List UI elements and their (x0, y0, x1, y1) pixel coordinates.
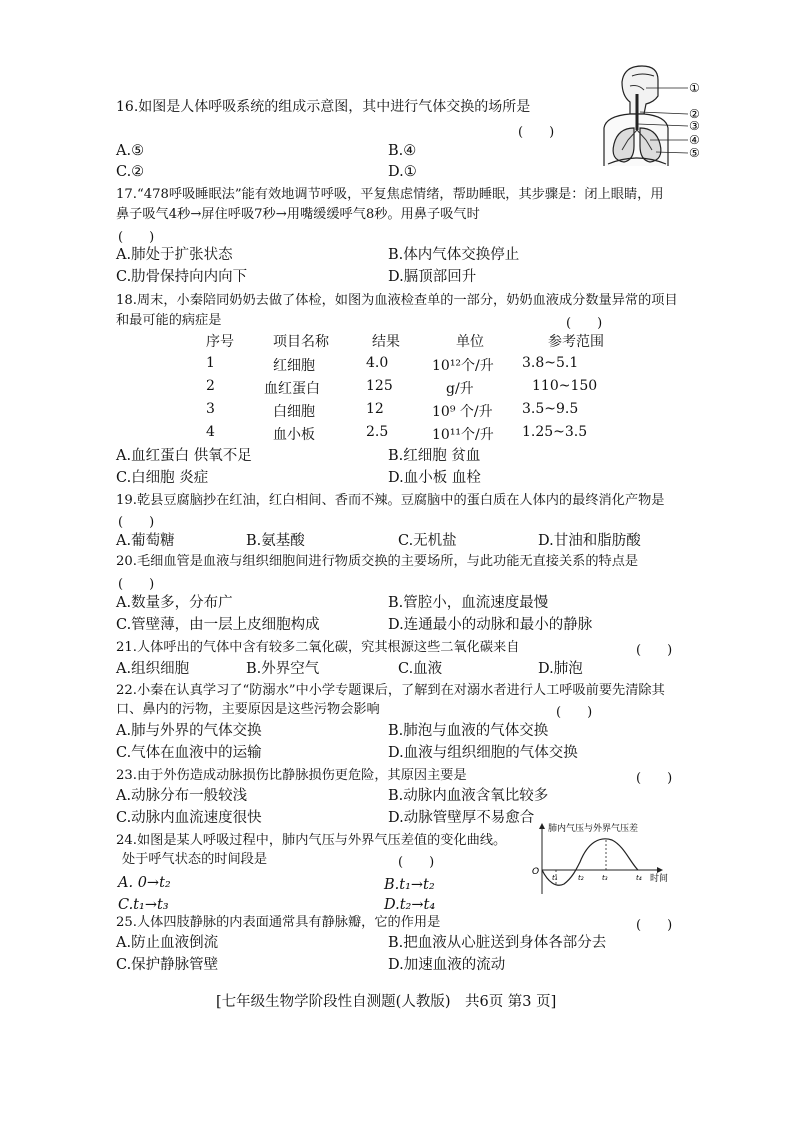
q16-stem: 16.如图是人体呼吸系统的组成示意图，其中进行气体交换的场所是 (116, 99, 531, 115)
q24-option-c[interactable]: C.t₁→t₃ (118, 897, 169, 913)
q22-stem-line2: 口、鼻内的污物，主要原因是这些污物会影响 (116, 702, 380, 717)
q19-stem: 19.乾县豆腐脑抄在红油，红白相间、香而不辣。豆腐脑中的蛋白质在人体内的最终消化产物是 (116, 493, 665, 508)
table-cell: g/升 (446, 381, 474, 397)
q21-paren: ( ) (636, 643, 673, 658)
q25-stem: 25.人体四肢静脉的内表面通常具有静脉瓣，它的作用是 (116, 915, 441, 930)
q19-option-d[interactable]: D.甘油和脂肪酸 (538, 533, 641, 549)
q24-option-d[interactable]: D.t₂→t₄ (384, 897, 436, 913)
table-header: 单位 (456, 334, 484, 350)
q19-option-a[interactable]: A.葡萄糖 (116, 533, 175, 549)
q25-option-a[interactable]: A.防止血液倒流 (116, 935, 219, 951)
q18-stem-line2: 和最可能的病症是 (116, 313, 222, 328)
q23-stem: 23.由于外伤造成动脉损伤比静脉损伤更危险，其原因主要是 (116, 768, 467, 783)
table-cell: 3.8~5.1 (522, 355, 579, 371)
q24-option-a[interactable]: A. 0→t₂ (118, 875, 171, 891)
q20-option-a[interactable]: A.数量多，分布广 (116, 595, 233, 611)
table-cell: 3.5~9.5 (522, 401, 579, 417)
q21-option-d[interactable]: D.肺泡 (538, 661, 583, 677)
q18-option-d[interactable]: D.血小板 血栓 (388, 470, 481, 486)
q17-option-d[interactable]: D.膈顶部回升 (388, 269, 477, 285)
q23-option-b[interactable]: B.动脉内血液含氧比较多 (388, 788, 549, 804)
table-cell: 血红蛋白 (264, 381, 320, 397)
q24-stem-line1: 24.如图是某人呼吸过程中，肺内气压与外界气压差值的变化曲线。 (116, 833, 507, 848)
q17-option-b[interactable]: B.体内气体交换停止 (388, 247, 520, 263)
q25-paren: ( ) (636, 918, 673, 933)
table-cell: 白细胞 (273, 404, 315, 420)
q16-option-b[interactable]: B.④ (388, 143, 417, 159)
q21-option-a[interactable]: A.组织细胞 (116, 661, 190, 677)
table-cell: 10¹¹个/升 (432, 427, 494, 443)
q19-option-c[interactable]: C.无机盐 (398, 533, 457, 549)
q19-paren: ( ) (118, 515, 155, 530)
table-cell: 2 (206, 378, 215, 394)
tick-t2: t₂ (578, 874, 584, 882)
q17-option-a[interactable]: A.肺处于扩张状态 (116, 247, 233, 263)
q20-option-b[interactable]: B.管腔小，血流速度最慢 (388, 595, 549, 611)
q18-option-a[interactable]: A.血红蛋白 供氧不足 (116, 448, 252, 464)
q20-option-d[interactable]: D.连通最小的动脉和最小的静脉 (388, 617, 593, 633)
tick-t1: t₁ (552, 874, 558, 882)
table-cell: 12 (366, 401, 384, 417)
q20-stem: 20.毛细血管是血液与组织细胞间进行物质交换的主要场所，与此功能无直接关系的特点是 (116, 554, 639, 569)
q16-option-a[interactable]: A.⑤ (116, 143, 145, 159)
q21-stem: 21.人体呼出的气体中含有较多二氧化碳，究其根源这些二氧化碳来自 (116, 640, 520, 655)
q22-stem-line1: 22.小秦在认真学习了“防溺水”中小学专题课后，了解到在对溺水者进行人工呼吸前要先清除其 (116, 683, 665, 698)
q25-option-b[interactable]: B.把血液从心脏送到身体各部分去 (388, 935, 607, 951)
q18-option-b[interactable]: B.红细胞 贫血 (388, 448, 481, 464)
respiratory-system-figure (600, 62, 710, 168)
q19-option-b[interactable]: B.氨基酸 (246, 533, 305, 549)
q23-option-d[interactable]: D.动脉管壁厚不易愈合 (388, 810, 535, 826)
q17-option-c[interactable]: C.肋骨保持向内向下 (116, 269, 248, 285)
fig-label-1: ① (689, 81, 700, 95)
q23-option-c[interactable]: C.动脉内血流速度很快 (116, 810, 262, 826)
q18-stem-line1: 18.周末，小秦陪同奶奶去做了体检，如图为血液检查单的一部分，奶奶血液成分数量异常的项目 (116, 293, 678, 308)
q20-option-c[interactable]: C.管壁薄，由一层上皮细胞构成 (116, 617, 320, 633)
pressure-difference-curve (520, 822, 690, 900)
q24-paren: ( ) (398, 855, 435, 870)
q25-option-d[interactable]: D.加速血液的流动 (388, 957, 506, 973)
q18-paren: ( ) (566, 316, 603, 331)
q18-option-c[interactable]: C.白细胞 炎症 (116, 470, 209, 486)
chart-time-label: 时间 (650, 874, 669, 884)
q17-stem-line1: 17.“478呼吸睡眠法”能有效地调节呼吸，平复焦虑情绪，帮助睡眠，其步骤是：闭上眼睛，用 (116, 187, 664, 202)
table-header: 结果 (372, 334, 400, 350)
table-cell: 2.5 (366, 424, 389, 440)
page-footer: [七年级生物学阶段性自测题(人教版) 共6页 第3 页] (216, 994, 557, 1010)
table-cell: 3 (206, 401, 215, 417)
q17-paren: ( ) (118, 230, 155, 245)
table-header: 项目名称 (273, 334, 329, 350)
table-cell: 血小板 (273, 427, 315, 443)
q22-option-c[interactable]: C.气体在血液中的运输 (116, 745, 262, 761)
q22-option-a[interactable]: A.肺与外界的气体交换 (116, 723, 262, 739)
table-cell: 10¹²个/升 (432, 358, 494, 374)
fig-label-4: ④ (689, 133, 700, 147)
table-cell: 1 (206, 355, 215, 371)
q22-option-b[interactable]: B.肺泡与血液的气体交换 (388, 723, 549, 739)
q24-stem-line2: 处于呼气状态的时间段是 (122, 852, 268, 867)
chart-title: 肺内气压与外界气压差 (548, 824, 639, 834)
q24-option-b[interactable]: B.t₁→t₂ (384, 877, 435, 893)
table-header: 序号 (206, 334, 234, 350)
tick-t4: t₄ (636, 874, 642, 882)
fig-label-5: ⑤ (689, 146, 700, 160)
q22-paren: ( ) (556, 705, 593, 720)
q21-option-b[interactable]: B.外界空气 (246, 661, 320, 677)
q16-option-d[interactable]: D.① (388, 164, 417, 180)
table-header: 参考范围 (548, 334, 604, 350)
q23-option-a[interactable]: A.动脉分布一般较浅 (116, 788, 248, 804)
table-cell: 110~150 (532, 378, 598, 394)
q16-option-c[interactable]: C.② (116, 164, 145, 180)
tick-t3: t₃ (602, 874, 608, 882)
fig-label-3: ③ (689, 119, 700, 133)
table-cell: 红细胞 (273, 358, 315, 374)
table-cell: 125 (366, 378, 393, 394)
q22-option-d[interactable]: D.血液与组织细胞的气体交换 (388, 745, 578, 761)
fig-label-2: ② (689, 107, 700, 121)
q16-paren: ( ) (518, 125, 555, 140)
q21-option-c[interactable]: C.血液 (398, 661, 443, 677)
q25-option-c[interactable]: C.保护静脉管壁 (116, 957, 219, 973)
q23-paren: ( ) (636, 771, 673, 786)
q17-stem-line2: 鼻子吸气4秒→屏住呼吸7秒→用嘴缓缓呼气8秒。用鼻子吸气时 (116, 207, 480, 222)
chart-origin: O (532, 867, 540, 877)
q20-paren: ( ) (118, 577, 155, 592)
table-cell: 4.0 (366, 355, 389, 371)
table-cell: 4 (206, 424, 215, 440)
table-cell: 10⁹ 个/升 (432, 404, 493, 420)
table-cell: 1.25~3.5 (522, 424, 588, 440)
